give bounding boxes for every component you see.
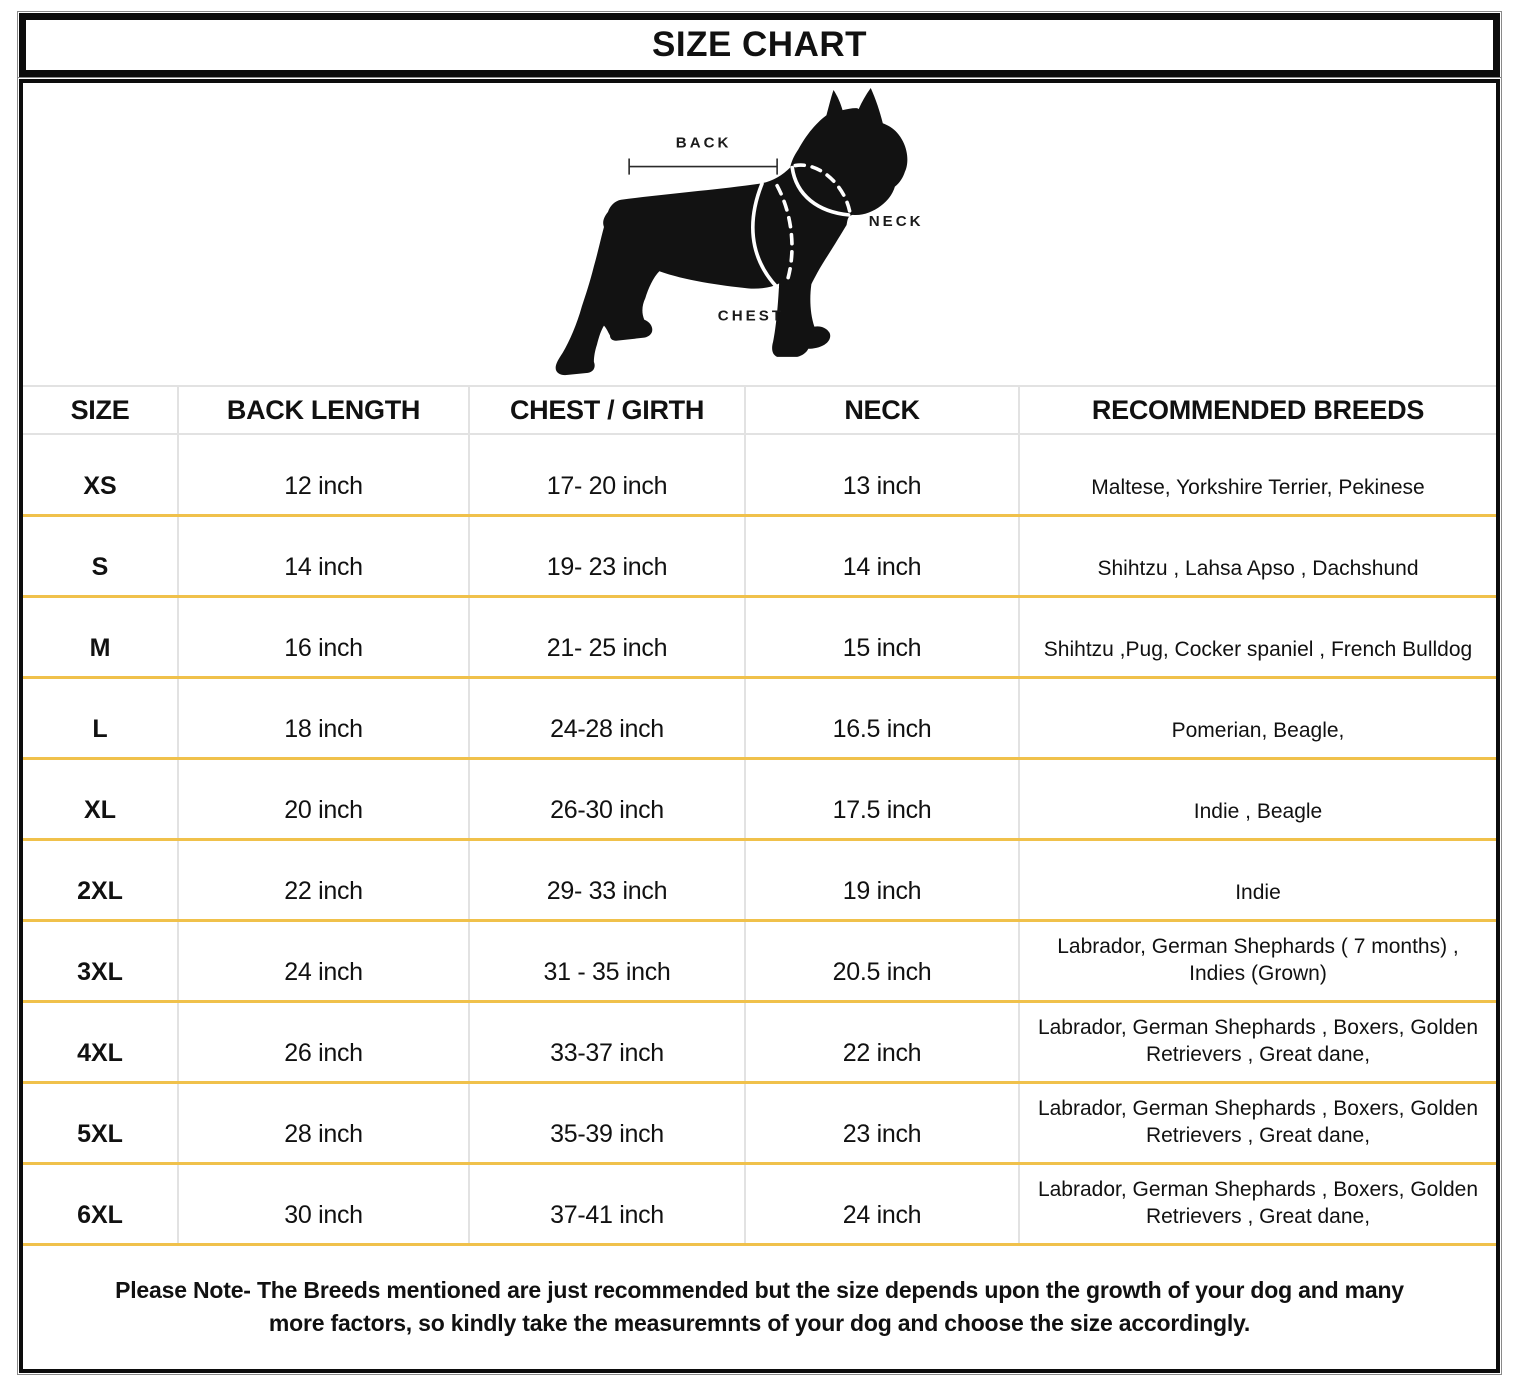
size-cell: XS	[23, 434, 178, 515]
measurement-diagram-area	[23, 83, 1496, 385]
chest-girth-cell: 26-30 inch	[469, 758, 745, 839]
chest-girth-cell: 29- 33 inch	[469, 839, 745, 920]
neck-cell: 20.5 inch	[745, 920, 1019, 1001]
size-cell: 4XL	[23, 1001, 178, 1082]
breeds-cell: Indie	[1019, 839, 1496, 920]
breeds-cell: Labrador, German Shephards , Boxers, Golden Retrievers , Great dane,	[1019, 1163, 1496, 1244]
chest-girth-cell: 17- 20 inch	[469, 434, 745, 515]
chest-girth-cell: 24-28 inch	[469, 677, 745, 758]
header-recommended-breeds: RECOMMENDED BREEDS	[1019, 386, 1496, 434]
neck-cell: 19 inch	[745, 839, 1019, 920]
table-row	[23, 677, 1496, 758]
page-title: SIZE CHART	[652, 25, 867, 64]
size-cell: L	[23, 677, 178, 758]
title-box	[19, 13, 1500, 77]
back-length-cell: 20 inch	[178, 758, 469, 839]
neck-cell: 14 inch	[745, 515, 1019, 596]
dog-silhouette-icon	[555, 88, 907, 375]
chest-girth-cell: 33-37 inch	[469, 1001, 745, 1082]
back-length-cell: 24 inch	[178, 920, 469, 1001]
header-chest-girth: CHEST / GIRTH	[469, 386, 745, 434]
breeds-cell: Indie , Beagle	[1019, 758, 1496, 839]
chest-label: CHEST	[717, 307, 784, 325]
back-length-cell: 16 inch	[178, 596, 469, 677]
size-cell: M	[23, 596, 178, 677]
back-length-cell: 18 inch	[178, 677, 469, 758]
breeds-cell: Labrador, German Shephards , Boxers, Golden Retrievers , Great dane,	[1019, 1082, 1496, 1163]
neck-cell: 24 inch	[745, 1163, 1019, 1244]
size-cell: 6XL	[23, 1163, 178, 1244]
chest-girth-cell: 21- 25 inch	[469, 596, 745, 677]
back-length-cell: 28 inch	[178, 1082, 469, 1163]
table-row	[23, 596, 1496, 677]
back-length-cell: 30 inch	[178, 1163, 469, 1244]
breeds-cell: Labrador, German Shephards , Boxers, Golden Retrievers , Great dane,	[1019, 1001, 1496, 1082]
header-size: SIZE	[23, 386, 178, 434]
back-length-cell: 12 inch	[178, 434, 469, 515]
size-cell: 5XL	[23, 1082, 178, 1163]
size-chart-table	[23, 385, 1496, 1246]
chest-girth-cell: 35-39 inch	[469, 1082, 745, 1163]
back-length-cell: 22 inch	[178, 839, 469, 920]
header-neck: NECK	[745, 386, 1019, 434]
size-cell: S	[23, 515, 178, 596]
table-row	[23, 758, 1496, 839]
header-back-length: BACK LENGTH	[178, 386, 469, 434]
breeds-cell: Shihtzu , Lahsa Apso , Dachshund	[1019, 515, 1496, 596]
breeds-cell: Labrador, German Shephards ( 7 months) , Indies (Grown)	[1019, 920, 1496, 1001]
table-row	[23, 920, 1496, 1001]
breeds-cell: Maltese, Yorkshire Terrier, Pekinese	[1019, 434, 1496, 515]
back-length-cell: 26 inch	[178, 1001, 469, 1082]
breeds-cell: Shihtzu ,Pug, Cocker spaniel , French Bulldog	[1019, 596, 1496, 677]
neck-cell: 13 inch	[745, 434, 1019, 515]
footer-note: Please Note- The Breeds mentioned are just recommended but the size depends upon the growth of your dog and many more factors, so kindly take the measuremnts of your dog and choose the size accordingly.	[115, 1276, 1404, 1337]
size-chart-panel	[19, 79, 1500, 1373]
table-row	[23, 1163, 1496, 1244]
neck-cell: 17.5 inch	[745, 758, 1019, 839]
neck-label: NECK	[868, 212, 924, 230]
neck-cell: 23 inch	[745, 1082, 1019, 1163]
back-length-cell: 14 inch	[178, 515, 469, 596]
dog-silhouette-diagram	[540, 83, 980, 385]
chest-girth-cell: 31 - 35 inch	[469, 920, 745, 1001]
size-cell: 3XL	[23, 920, 178, 1001]
back-label: BACK	[675, 134, 731, 152]
neck-cell: 16.5 inch	[745, 677, 1019, 758]
table-row	[23, 1082, 1496, 1163]
neck-cell: 15 inch	[745, 596, 1019, 677]
back-measurement-line	[629, 159, 777, 175]
neck-cell: 22 inch	[745, 1001, 1019, 1082]
table-row	[23, 839, 1496, 920]
size-cell: 2XL	[23, 839, 178, 920]
chest-girth-cell: 19- 23 inch	[469, 515, 745, 596]
table-row	[23, 434, 1496, 515]
size-cell: XL	[23, 758, 178, 839]
table-row	[23, 515, 1496, 596]
table-row	[23, 1001, 1496, 1082]
breeds-cell: Pomerian, Beagle,	[1019, 677, 1496, 758]
chest-girth-cell: 37-41 inch	[469, 1163, 745, 1244]
footer-note-area	[23, 1246, 1496, 1370]
header-row	[23, 386, 1496, 434]
